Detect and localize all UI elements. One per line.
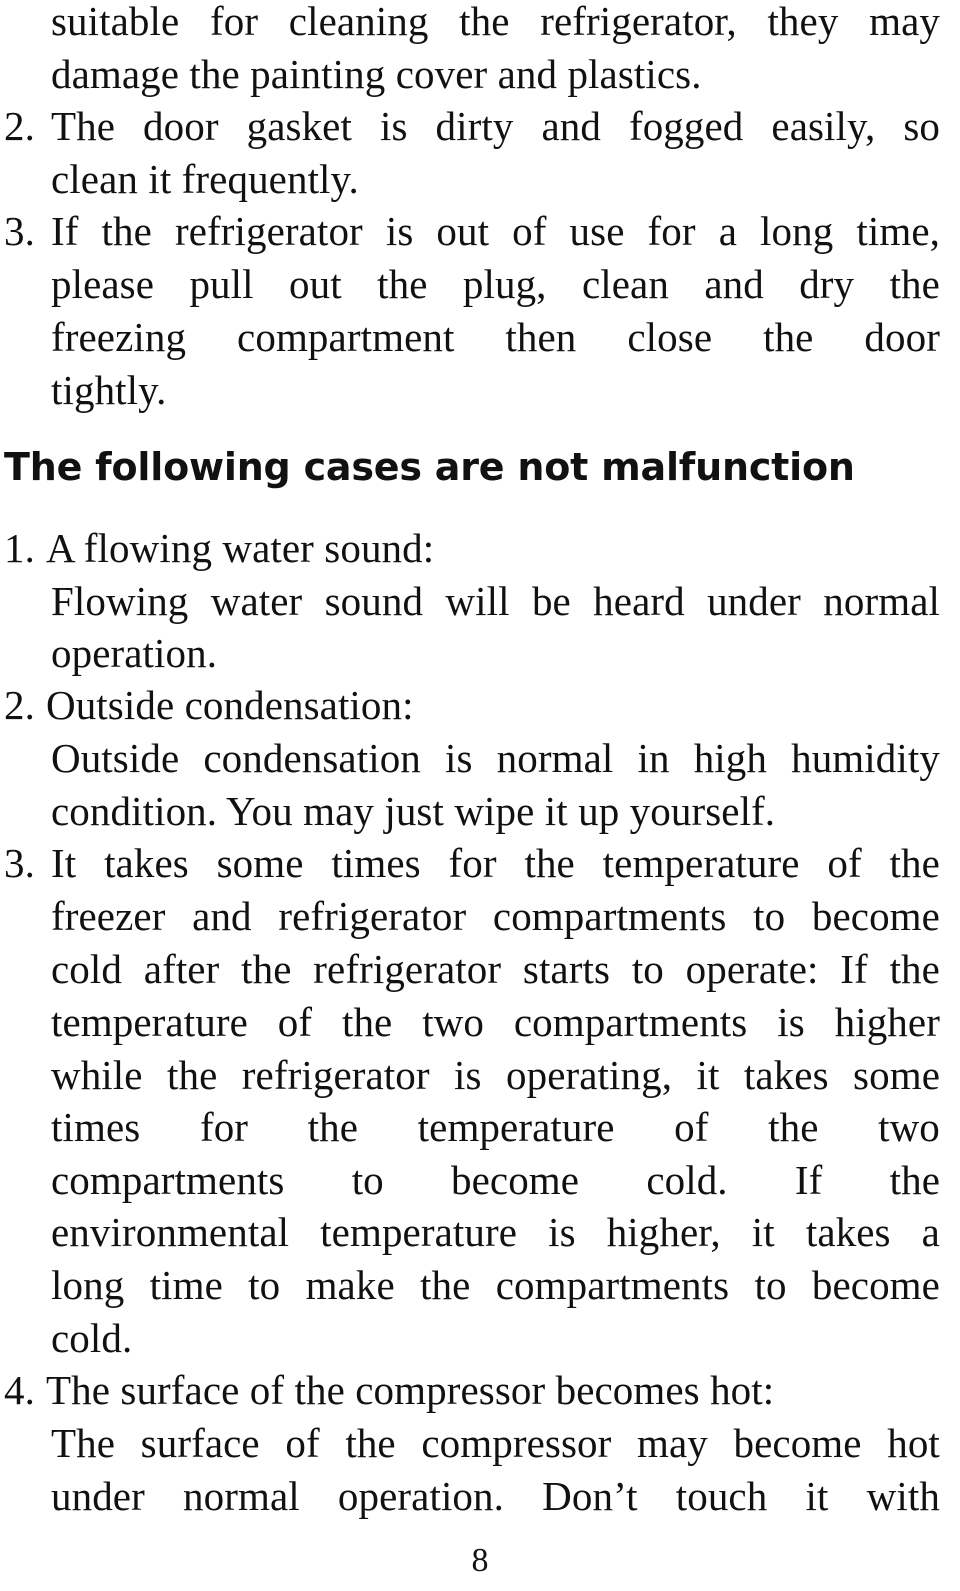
list-item-text: please pull out the plug, clean and dry the: [51, 261, 940, 307]
body-text-line: suitable for cleaning the refrigerator, they may: [51, 0, 940, 44]
list-item-text: under normal operation. Don’t touch it with: [51, 1473, 940, 1519]
list-item-number: 3.: [4, 840, 35, 886]
list-item-number: 1.: [4, 525, 35, 571]
list-item-text: environmental temperature is higher, it takes a: [51, 1209, 940, 1255]
list-item-text: while the refrigerator is operating, it takes some: [51, 1052, 940, 1098]
list-item-text: cold.: [51, 1315, 133, 1361]
list-item-number: 3.: [4, 208, 35, 254]
list-item-text: compartments to become cold. If the: [51, 1157, 940, 1203]
list-item-text: cold after the refrigerator starts to operate: If the: [51, 946, 940, 992]
list-item-text: Outside condensation is normal in high humidity: [51, 735, 940, 781]
list-item-number: 2.: [4, 103, 35, 149]
list-item-text: condition. You may just wipe it up yourself.: [51, 788, 776, 834]
section-heading: The following cases are not malfunction: [4, 445, 855, 489]
list-item-number: 4.: [4, 1367, 35, 1413]
list-item-title: Outside condensation:: [46, 682, 414, 728]
body-text-line: damage the painting cover and plastics.: [51, 51, 702, 97]
list-item-number: 2.: [4, 682, 35, 728]
list-item-text: operation.: [51, 630, 218, 676]
list-item-text: long time to make the compartments to become: [51, 1262, 940, 1308]
list-item-text: times for the temperature of the two: [51, 1104, 940, 1150]
list-item-text: freezing compartment then close the door: [51, 314, 940, 360]
list-item-text: temperature of the two compartments is higher: [51, 999, 940, 1045]
list-item-title: A flowing water sound:: [46, 525, 435, 571]
list-item-text: If the refrigerator is out of use for a long time,: [51, 208, 940, 254]
list-item-text: The door gasket is dirty and fogged easily, so: [51, 103, 940, 149]
page-number: 8: [471, 1542, 489, 1579]
list-item-text: freezer and refrigerator compartments to become: [51, 893, 940, 939]
list-item-text: Flowing water sound will be heard under normal: [51, 578, 940, 624]
list-item-text: tightly.: [51, 367, 167, 413]
list-item-text: It takes some times for the temperature of the: [51, 840, 940, 886]
list-item-text: The surface of the compressor may become hot: [51, 1420, 940, 1466]
list-item-title: The surface of the compressor becomes hot:: [46, 1367, 775, 1413]
list-item-text: clean it frequently.: [51, 156, 359, 202]
